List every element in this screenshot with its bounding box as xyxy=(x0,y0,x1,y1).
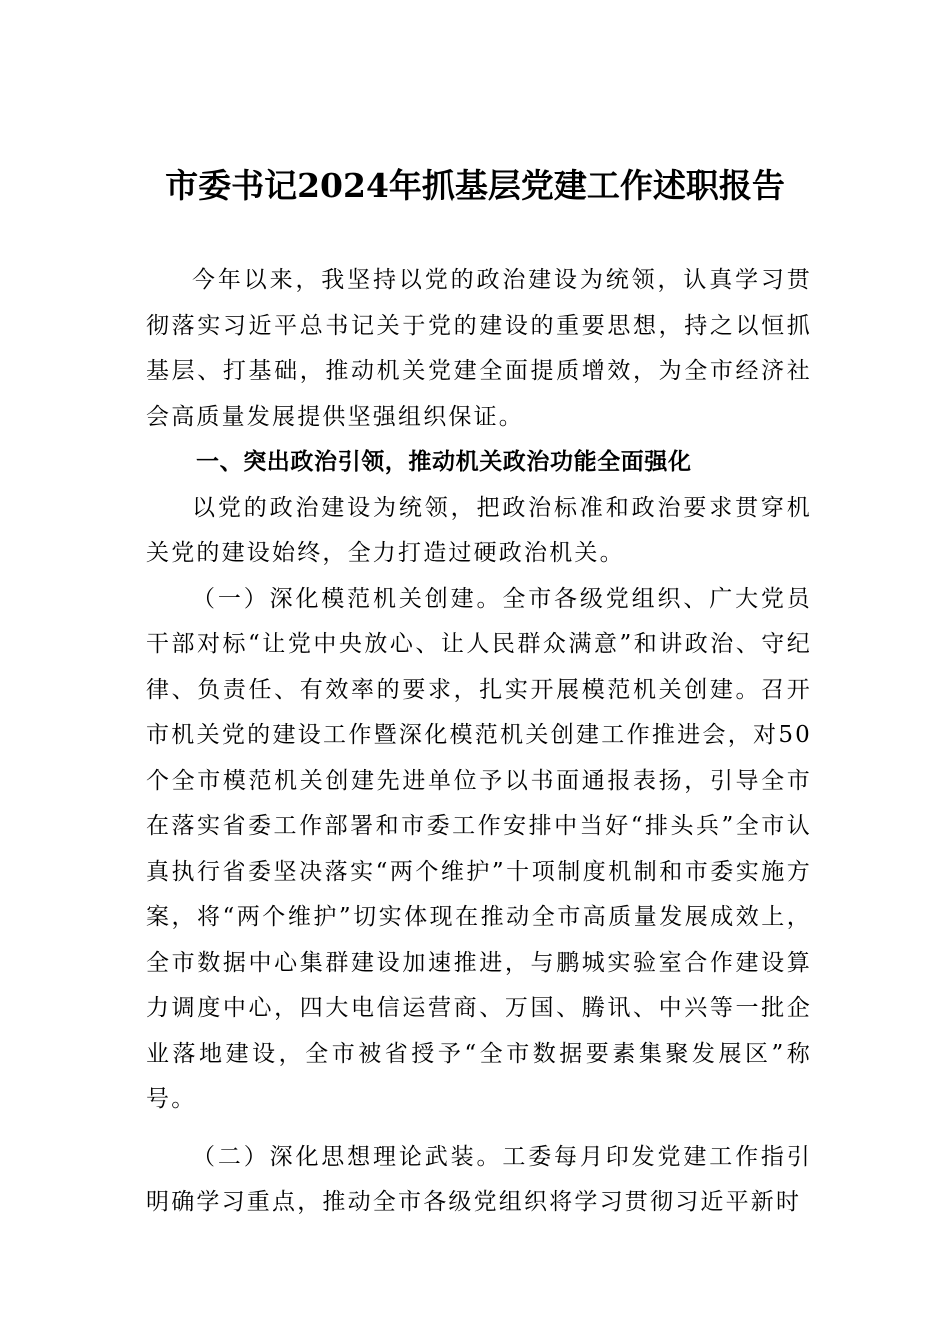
paragraph-gap xyxy=(146,1123,812,1135)
item-1-heading: （一）深化模范机关创建。 xyxy=(192,585,503,612)
document-title: 市委书记2024年抓基层党建工作述职报告 xyxy=(165,166,785,205)
section-1-heading: 一、突出政治引领，推动机关政治功能全面强化 xyxy=(196,449,692,475)
section-1-lead-paragraph: 以党的政治建设为统领，把政治标准和政治要求贯穿机关党的建设始终，全力打造过硬政治机关。 xyxy=(146,494,812,566)
item-2-heading: （二）深化思想理论武装。 xyxy=(192,1143,503,1170)
item-2-paragraph xyxy=(146,1135,812,1226)
intro-paragraph: 今年以来，我坚持以党的政治建设为统领，认真学习贯彻落实习近平总书记关于党的建设的重要思想，持之以恒抓基层、打基础，推动机关党建全面提质增效，为全市经济社会高质量发展提供坚强组织保证。 xyxy=(146,267,812,430)
item-1-paragraph xyxy=(146,577,812,1123)
item-2-text: 工委每月印发党建工作指引明确学习重点，推动全市各级党组织将学习贯彻习近平新时 xyxy=(146,1143,812,1215)
document-body xyxy=(146,258,812,1226)
item-1-text: 全市各级党组织、广大党员干部对标“让党中央放心、让人民群众满意”和讲政治、守纪律、负责任、有效率的要求，扎实开展模范机关创建。召开市机关党的建设工作暨深化模范机关创建工作推进会，对50个全市模范机关创建先进单位予以书面通报表扬，引导全市在落实省委工作部署和市委工作安排中当好“排头兵”全市认真执行省委坚决落实“两个维护”十项制度机制和市委实施方案，将“两个维护”切实体现在推动全市高质量发展成效上，全市数据中心集群建设加速推进，与鹏城实验室合作建设算力调度中心，四大电信运营商、万国、腾讯、中兴等一批企业落地建设，全市被省授予“全市数据要素集聚发展区”称号。 xyxy=(146,585,812,1112)
